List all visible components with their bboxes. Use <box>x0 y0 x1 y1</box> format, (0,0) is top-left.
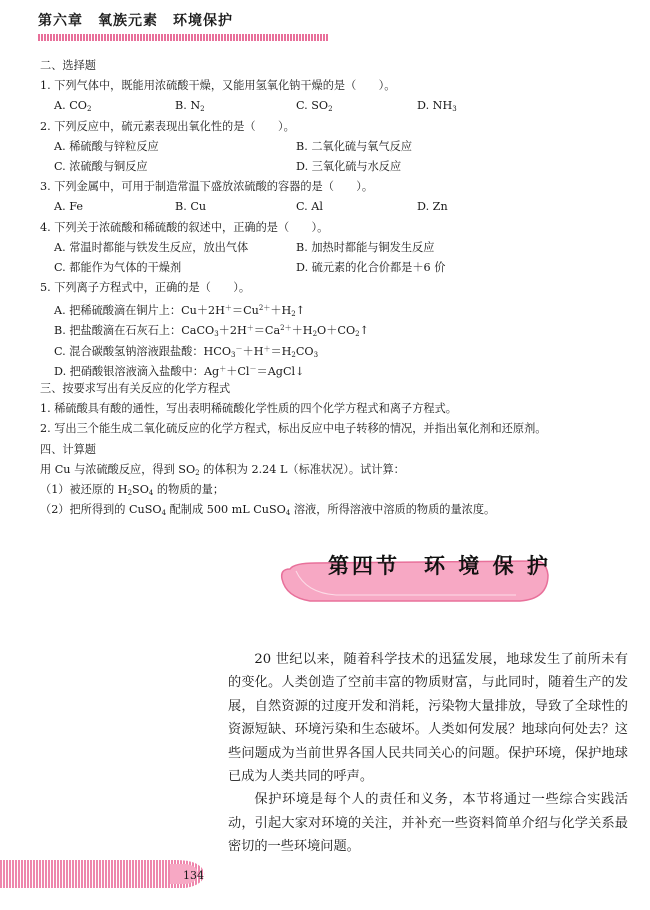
equation-task-2: 2. 写出三个能生成二氧化硫反应的化学方程式，标出反应中电子转移的情况，并指出氧化剂和还原剂。 <box>40 422 547 436</box>
calc-part-1: （1）被还原的 $H_2SO_4$ 的物质的量； <box>40 482 225 497</box>
paragraph-1: 20 世纪以来，随着科学技术的迅猛发展，地球发生了前所未有的变化。人类创造了空前丰富的物质财富，与此同时，随着生产的发展，自然资源的过度开发和消耗，污染物大量排放，导致了全球性的资源短缺、环境污染和生态破坏。人类如何发展？地球向何处去？这些问题成为当前世界各国人民共同关心的问题。保护环境，保护地球已成为人类共同的呼声。 <box>228 652 628 785</box>
question-2-options-cd <box>40 157 615 177</box>
paragraph-2: 保护环境是每个人的责任和义务，本节将通过一些综合实践活动，引起大家对环境的关注，并补充一些资料简单介绍与化学关系最密切的一些环境问题。 <box>228 792 628 855</box>
question-5-option-b: B. 把盐酸滴在石灰石上：$CaCO_3+2H^+=Ca^{2+}+H_2O+CO_2↑$ <box>54 324 369 339</box>
exercise-section <box>40 56 615 520</box>
question-4-options-cd <box>40 258 615 278</box>
option-a: A. Fe <box>54 200 83 214</box>
question-5-option-c: C. 混合碳酸氢钠溶液跟盐酸：$HCO_3^-+H^+=H_2CO_3$ <box>54 344 319 359</box>
question-4-options-ab <box>40 238 615 258</box>
question-5: 5. 下列离子方程式中，正确的是（ ）。 <box>40 281 251 295</box>
question-5-option-a: A. 把稀硫酸滴在铜片上：$Cu+2H^+=Cu^{2+}+H_2↑$ <box>54 304 306 319</box>
question-3-options <box>40 197 615 217</box>
question-1: 1. 下列气体中，既能用浓硫酸干燥，又能用氢氧化钠干燥的是（ ）。 <box>40 79 396 93</box>
option-b: B. Cu <box>175 200 207 214</box>
option-d: D. Zn <box>417 200 448 214</box>
question-2-options-ab <box>40 137 615 157</box>
option-b: B. 加热时都能与铜发生反应 <box>296 240 435 254</box>
option-b: B. $N_2$ <box>175 99 205 114</box>
intro-text <box>228 648 628 859</box>
page-number: 134 <box>183 869 204 882</box>
calc-intro: 用 Cu 与浓硫酸反应，得到 $SO_2$ 的体积为 2.24 L（标准状况）。试计算： <box>40 462 405 477</box>
option-d: D. $NH_3$ <box>417 99 457 114</box>
footer-band <box>0 858 210 890</box>
option-c: C. $SO_2$ <box>296 99 333 114</box>
option-c: C. Al <box>296 200 323 214</box>
option-a: A. 稀硫酸与锌粒反应 <box>54 139 159 153</box>
section-title-equations: 三、按要求写出有关反应的化学方程式 <box>40 382 231 395</box>
option-d: D. 硫元素的化合价都是＋6 价 <box>296 260 446 274</box>
option-d: D. 三氧化硫与水反应 <box>296 159 402 173</box>
question-5-option-d: D. 把硝酸银溶液滴入盐酸中：Ag＋＋Cl－＝AgCl↓ <box>54 364 305 378</box>
header-rule <box>38 34 328 41</box>
question-4: 4. 下列关于浓硫酸和稀硫酸的叙述中，正确的是（ ）。 <box>40 220 329 234</box>
section-title-calculation: 四、计算题 <box>40 442 96 456</box>
option-c: C. 浓硫酸与铜反应 <box>54 159 148 173</box>
question-3: 3. 下列金属中，可用于制造常温下盛放浓硫酸的容器的是（ ）。 <box>40 180 374 194</box>
equation-task-1: 1. 稀硫酸具有酸的通性，写出表明稀硫酸化学性质的四个化学方程式和离子方程式。 <box>40 402 457 416</box>
option-a: A. 常温时都能与铁发生反应，放出气体 <box>54 240 249 254</box>
option-c: C. 都能作为气体的干燥剂 <box>54 260 182 274</box>
section-title-choice: 二、选择题 <box>40 59 96 72</box>
option-a: A. $CO_2$ <box>54 99 92 114</box>
section-heading: 第四节 环 境 保 护 <box>328 554 551 578</box>
question-1-options <box>40 96 615 116</box>
option-b: B. 二氧化硫与氧气反应 <box>296 139 413 153</box>
chapter-header: 第六章 氧族元素 环境保护 <box>38 13 233 29</box>
calc-part-2: （2）把所得到的 CuSO$_4$ 配制成 500 mL CuSO$_4$ 溶液，所得溶液中溶质的物质的量浓度。 <box>40 503 496 518</box>
question-2: 2. 下列反应中，硫元素表现出氧化性的是（ ）。 <box>40 119 295 133</box>
